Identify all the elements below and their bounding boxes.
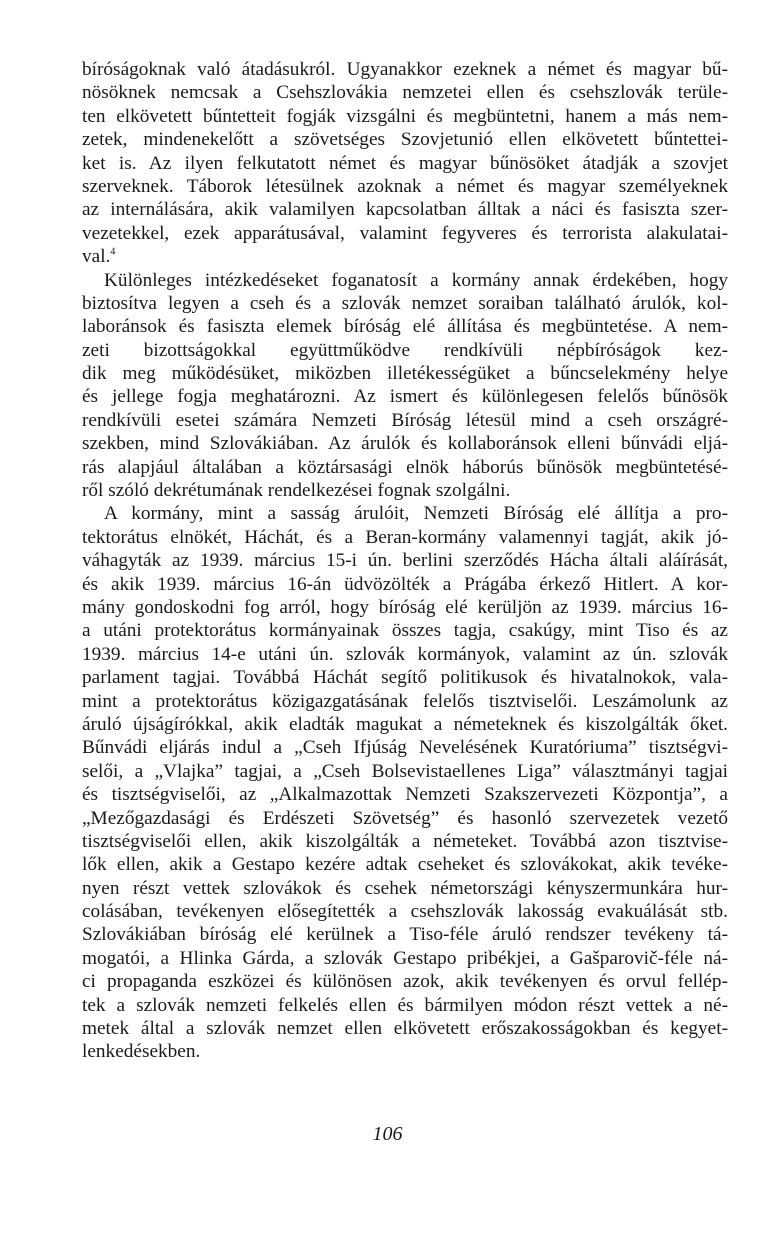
- text-line: és jellege fogja meghatározni. Az ismert és különlegesen felelős bűnösök: [82, 386, 728, 408]
- text-line: 1939. március 14-e utáni ún. szlovák kormányok, valamint az ún. szlovák: [82, 643, 728, 665]
- text-line: [82, 245, 728, 268]
- paragraph: [82, 58, 728, 269]
- text-line-content: val.: [82, 246, 111, 268]
- text-line: ket is. Az ilyen felkutatott német és magyar bűnösöket átadják a szovjet: [82, 152, 728, 174]
- text-line: váhagyták az 1939. március 15-i ún. berlini szerződés Hácha általi aláírását,: [82, 550, 728, 572]
- text-line: mogatói, a Hlinka Gárda, a szlovák Gestapo pribékjei, a Gašparovič-féle ná-: [82, 947, 728, 969]
- text-line: Bűnvádi eljárás indul a „Cseh Ifjúság Nevelésének Kuratóriuma” tisztségvi-: [82, 737, 728, 759]
- text-line: dik meg működésüket, miközben illetékességüket a bűncselekmény helye: [82, 363, 728, 385]
- text-line: metek által a szlovák nemzet ellen elkövetett erőszakosságokban és kegyet-: [82, 1018, 728, 1040]
- text-line: zeti bizottságokkal együttműködve rendkívüli népbíróságok kez-: [82, 339, 728, 361]
- text-line: lenkedésekben.: [82, 1041, 201, 1063]
- text-line: rendkívüli esetei számára Nemzeti Bíróság létesül mind a cseh országré-: [82, 409, 728, 431]
- page-number: 106: [372, 1123, 403, 1145]
- text-line: Különleges intézkedéseket foganatosít a kormány annak érdekében, hogy: [104, 269, 728, 291]
- text-line: lők ellen, akik a Gestapo kezére adtak cseheket és szlovákokat, akik tevéke-: [82, 854, 728, 876]
- text-line: ci propaganda eszközei és különösen azok, akik tevékenyen és orvul fellép-: [82, 971, 728, 993]
- paragraph: [82, 502, 728, 1063]
- text-line: ten elkövetett bűntetteit fogják vizsgálni és megbüntetni, hanem a más nem-: [82, 105, 728, 127]
- text-line: „Mezőgazdasági és Erdészeti Szövetség” és hasonló szervezetek vezető: [82, 807, 728, 829]
- text-line: tisztségviselői ellen, akik kiszolgálták a németeket. Továbbá azon tisztvise-: [82, 830, 728, 852]
- page-body: [82, 58, 728, 1064]
- text-line: rás alapjául általában a köztársasági elnök háborús bűnösök megbüntetésé-: [82, 456, 728, 478]
- text-line: mány gondoskodni fog arról, hogy bíróság elé kerüljön az 1939. március 16-: [82, 596, 728, 618]
- text-line: szerveknek. Táborok létesülnek azoknak a német és magyar személyeknek: [82, 175, 728, 197]
- text-line: nyen részt vettek szlovákok és csehek németországi kényszermunkára hur-: [82, 877, 728, 899]
- text-line: tek a szlovák nemzeti felkelés ellen és bármilyen módon részt vettek a né-: [82, 994, 728, 1016]
- text-line: laboránsok és fasiszta elemek bíróság elé állítása és megbüntetése. A nem-: [82, 316, 728, 338]
- text-line: parlament tagjai. Továbbá Háchát segítő politikusok és hivatalnokok, vala-: [82, 667, 728, 689]
- text-line: és akik 1939. március 16-án üdvözölték a Prágába érkező Hitlert. A kor-: [82, 573, 728, 595]
- text-line: nösöknek nemcsak a Csehszlovákia nemzetei ellen és csehszlovák terüle-: [82, 82, 728, 104]
- text-line: mint a protektorátus közigazgatásának felelős tisztviselői. Leszámolunk az: [82, 690, 728, 712]
- paragraph: [82, 269, 728, 503]
- text-line: vezetekkel, ezek apparátusával, valamint fegyveres és terrorista alakulatai-: [82, 222, 728, 244]
- text-line: A kormány, mint a sasság árulóit, Nemzeti Bíróság elé állítja a pro-: [104, 503, 728, 525]
- text-line: és tisztségviselői, az „Alkalmazottak Nemzeti Szakszervezeti Központja”, a: [82, 784, 728, 806]
- text-line: szekben, mind Szlovákiában. Az árulók és kollaboránsok elleni bűnvádi eljá-: [82, 433, 728, 455]
- text-line: ről szóló dekrétumának rendelkezései fognak szolgálni.: [82, 480, 511, 502]
- text-line: az internálására, akik valamilyen kapcsolatban álltak a náci és fasiszta szer-: [82, 199, 728, 221]
- footnote-marker: 4: [110, 246, 116, 258]
- text-line: biztosítva legyen a cseh és a szlovák nemzet soraiban található árulók, kol-: [82, 292, 728, 314]
- text-line: colásában, tevékenyen elősegítették a csehszlovák lakosság evakuálását stb.: [82, 901, 728, 923]
- text-line: tektorátus elnökét, Háchát, és a Beran-kormány valamennyi tagját, akik jó-: [82, 526, 728, 548]
- text-line: Szlovákiában bíróság elé kerülnek a Tiso-féle áruló rendszer tevékeny tá-: [82, 924, 728, 946]
- text-line: zetek, mindenekelőtt a szövetséges Szovjetunió ellen elkövetett bűntettei-: [82, 129, 728, 151]
- text-line: a utáni protektorátus kormányainak összes tagja, csakúgy, mint Tiso és az: [82, 620, 728, 642]
- text-line: áruló újságírókkal, akik eladták magukat a németeknek és kiszolgálták őket.: [82, 713, 728, 735]
- text-line: bíróságoknak való átadásukról. Ugyanakkor ezeknek a német és magyar bű-: [82, 59, 728, 80]
- text-line: selői, a „Vlajka” tagjai, a „Cseh Bolsevistaellenes Liga” választmányi tagjai: [82, 760, 728, 782]
